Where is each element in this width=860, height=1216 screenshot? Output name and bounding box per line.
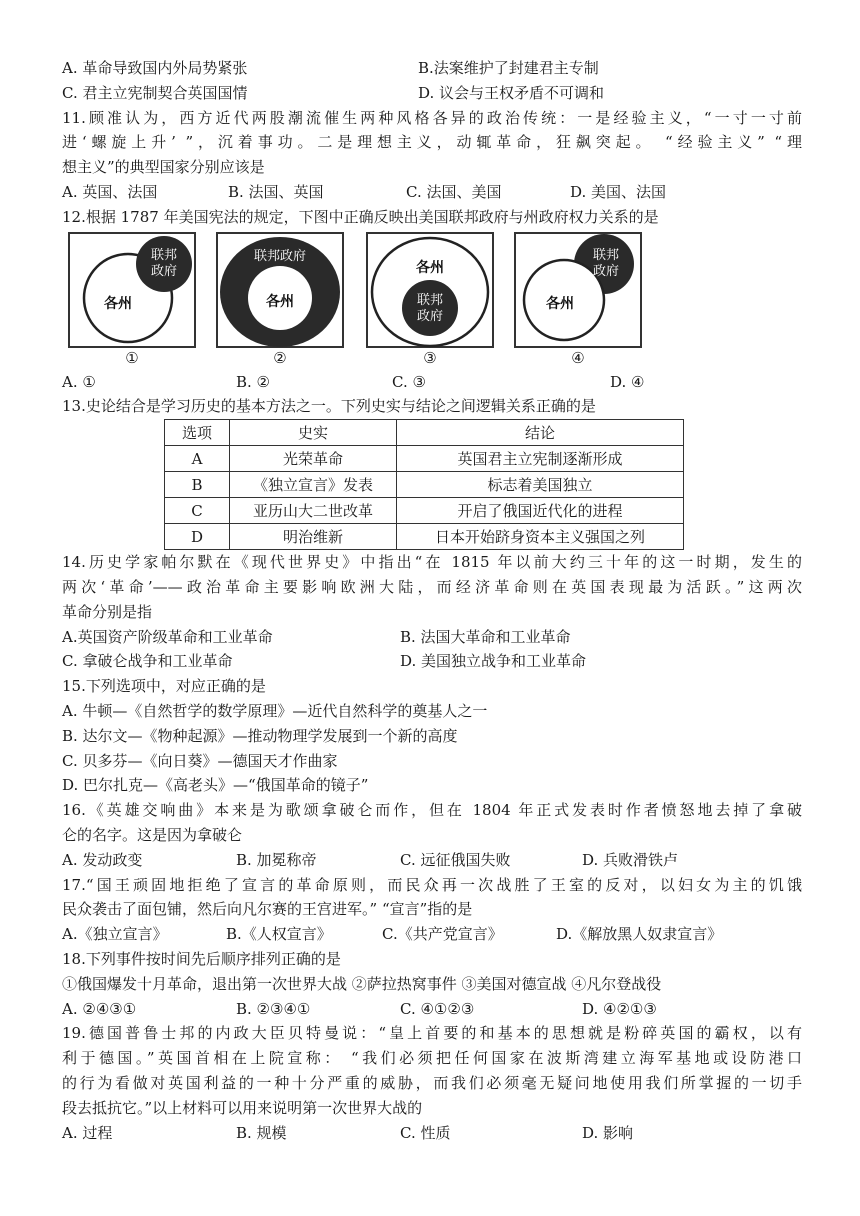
q12-diagrams	[62, 232, 802, 370]
q19-option-d[interactable]: D. 影响	[582, 1123, 634, 1142]
q15-option-b[interactable]: B. 达尔文—《物种起源》—推动物理学发展到一个新的高度	[62, 726, 458, 745]
q15-stem: 15.下列选项中，对应正确的是	[62, 677, 266, 696]
table-header-option: 选项	[165, 420, 230, 446]
q10-options-row2	[62, 81, 802, 106]
q14-options-row1	[62, 625, 802, 650]
q11-option-b[interactable]: B. 法国、英国	[228, 182, 324, 201]
q19-option-b[interactable]: B. 规模	[236, 1123, 287, 1142]
q18-option-d[interactable]: D. ④②①③	[582, 999, 657, 1018]
q14-option-a[interactable]: A.英国资产阶级革命和工业革命	[62, 627, 273, 646]
q12-d1-states: 各州	[104, 295, 132, 312]
q12-options	[62, 370, 802, 395]
q12-d3-federal-line1: 联邦	[416, 292, 444, 308]
q12-diagram-4-number: ④	[571, 348, 585, 367]
q19-stem-line4: 段去抵抗它。”以上材料可以用来说明第一次世界大战的	[62, 1098, 423, 1117]
q10-option-b[interactable]: B.法案维护了封建君主专制	[418, 59, 599, 77]
table-header-row	[165, 420, 684, 446]
q15-option-d[interactable]: D. 巴尔扎克—《高老头》—“俄国革命的镜子”	[62, 776, 369, 795]
q12-option-a[interactable]: A. ①	[62, 372, 96, 391]
q12-option-d[interactable]: D. ④	[610, 372, 645, 391]
q12-d2-states: 各州	[266, 293, 294, 310]
q19-option-c[interactable]: C. 性质	[400, 1123, 451, 1142]
table-cell-conclusion: 日本开始跻身资本主义强国之列	[397, 524, 684, 550]
q17-stem-line2: 民众袭击了面包铺，然后向凡尔赛的王宫进军。” “宣言”指的是	[62, 900, 473, 919]
q17-stem-line1: 17.“国王顽固地拒绝了宣言的革命原则，而民众再一次战胜了王室的反对，以妇女为主的饥饿	[62, 875, 802, 894]
q11-option-c[interactable]: C. 法国、美国	[406, 182, 502, 201]
q18-option-a[interactable]: A. ②④③①	[62, 999, 137, 1018]
q17-option-d[interactable]: D.《解放黑人奴隶宣言》	[556, 925, 723, 944]
table-cell-fact: 明治维新	[230, 524, 397, 550]
q12-diagram-3	[366, 232, 494, 348]
q12-d4-states: 各州	[546, 295, 574, 312]
table-row	[165, 524, 684, 550]
q12-diagram-4	[514, 232, 642, 348]
q13-table	[164, 419, 684, 550]
q15-option-a[interactable]: A. 牛顿—《自然哲学的数学原理》—近代自然科学的奠基人之一	[62, 701, 488, 720]
table-cell-conclusion: 英国君主立宪制逐渐形成	[397, 446, 684, 472]
q11-stem-line1: 11.顾准认为，西方近代两股潮流催生两种风格各异的政治传统：一是经验主义，“一寸一寸前	[62, 108, 802, 127]
q11-stem-line2: 进‘螺旋上升’ ”，沉着事功。二是理想主义，动辄革命，狂飙突起。 “经验主义” “理	[62, 133, 802, 152]
table-row	[165, 498, 684, 524]
q16-option-c[interactable]: C. 远征俄国失败	[400, 850, 511, 869]
q11-option-a[interactable]: A. 英国、法国	[62, 182, 158, 201]
q17-option-a[interactable]: A.《独立宣言》	[62, 925, 168, 944]
q10-option-d[interactable]: D. 议会与王权矛盾不可调和	[418, 83, 605, 102]
q12-d4-federal-line2: 政府	[592, 263, 620, 279]
q14-stem-line3: 革命分别是指	[62, 602, 153, 621]
q14-stem-line1: 14.历史学家帕尔默在《现代世界史》中指出“在 1815 年以前大约三十年的这一时期，发生的	[62, 553, 802, 572]
table-row	[165, 472, 684, 498]
q19-stem-line2: 利于德国。”英国首相在上院宣称： “我们必须把任何国家在波斯湾建立海军基地或设防港口	[62, 1049, 802, 1068]
q18-option-c[interactable]: C. ④①②③	[400, 999, 475, 1018]
table-row	[165, 446, 684, 472]
q12-diagram-1-number: ①	[125, 348, 139, 367]
q18-events: ①俄国爆发十月革命，退出第一次世界大战 ②萨拉热窝事件 ③美国对德宣战 ④凡尔登战役	[62, 974, 662, 993]
q12-diagram-3-number: ③	[423, 348, 437, 367]
q15-option-c[interactable]: C. 贝多芬—《向日葵》—德国天才作曲家	[62, 751, 338, 770]
q12-diagram-2-number: ②	[273, 348, 287, 367]
q14-stem-line2: 两次‘革命’——政治革命主要影响欧洲大陆，而经济革命则在英国表现最为活跃。”这两次	[62, 577, 802, 596]
q14-options-row2	[62, 649, 802, 674]
q16-stem-line1: 16.《英雄交响曲》本来是为歌颂拿破仑而作，但在 1804 年正式发表时作者愤怒地去掉了拿破	[62, 801, 802, 820]
q16-option-d[interactable]: D. 兵败滑铁卢	[582, 850, 679, 869]
q12-d3-federal-line2: 政府	[416, 308, 444, 324]
table-cell-fact: 光荣革命	[230, 446, 397, 472]
exam-page	[62, 56, 802, 1145]
q12-d4-federal-line1: 联邦	[592, 247, 620, 263]
q16-option-a[interactable]: A. 发动政变	[62, 850, 143, 869]
table-header-conclusion: 结论	[397, 420, 684, 446]
table-cell-fact: 亚历山大二世改革	[230, 498, 397, 524]
table-cell-option: A	[165, 446, 230, 472]
q12-d1-federal-line1: 联邦	[150, 247, 178, 263]
q11-options	[62, 180, 802, 205]
q18-options	[62, 997, 802, 1022]
q11-stem-line3: 想主义”的典型国家分别应该是	[62, 158, 265, 177]
q14-option-d[interactable]: D. 美国独立战争和工业革命	[400, 652, 587, 671]
q12-diagram-2	[216, 232, 344, 348]
q12-d3-states: 各州	[416, 259, 444, 276]
q12-diagram-1	[68, 232, 196, 348]
q11-option-d[interactable]: D. 美国、法国	[570, 182, 667, 201]
table-cell-option: B	[165, 472, 230, 498]
table-cell-conclusion: 标志着美国独立	[397, 472, 684, 498]
q16-option-b[interactable]: B. 加冕称帝	[236, 850, 317, 869]
q19-options	[62, 1121, 802, 1146]
q12-d2-federal: 联邦政府	[253, 248, 307, 264]
table-cell-conclusion: 开启了俄国近代化的进程	[397, 498, 684, 524]
q10-options-row1	[62, 56, 802, 81]
q16-stem-line2: 仑的名字。这是因为拿破仑	[62, 825, 243, 844]
q17-options	[62, 922, 802, 947]
q10-option-c[interactable]: C. 君主立宪制契合英国国情	[62, 83, 248, 102]
table-cell-option: C	[165, 498, 230, 524]
table-cell-fact: 《独立宣言》发表	[230, 472, 397, 498]
q19-stem-line3: 的行为看做对英国利益的一种十分严重的威胁，而我们必须毫无疑问地使用我们所掌握的一切手	[62, 1073, 802, 1092]
q12-stem: 12.根据 1787 年美国宪法的规定，下图中正确反映出美国联邦政府与州政府权力关系的是	[62, 207, 659, 226]
q19-option-a[interactable]: A. 过程	[62, 1123, 113, 1142]
q18-stem: 18.下列事件按时间先后顺序排列正确的是	[62, 949, 341, 968]
q13-stem: 13.史论结合是学习历史的基本方法之一。下列史实与结论之间逻辑关系正确的是	[62, 397, 596, 416]
q16-options	[62, 848, 802, 873]
q12-option-b[interactable]: B. ②	[236, 372, 271, 391]
q17-option-c[interactable]: C.《共产党宣言》	[382, 925, 503, 944]
table-cell-option: D	[165, 524, 230, 550]
q19-stem-line1: 19.德国普鲁士邦的内政大臣贝特曼说：“皇上首要的和基本的思想就是粉碎英国的霸权，以有	[62, 1024, 802, 1043]
q17-option-b[interactable]: B.《人权宣言》	[226, 925, 332, 944]
q18-option-b[interactable]: B. ②③④①	[236, 999, 311, 1018]
q14-option-c[interactable]: C. 拿破仑战争和工业革命	[62, 652, 233, 671]
q14-option-b[interactable]: B. 法国大革命和工业革命	[400, 627, 571, 646]
q12-option-c[interactable]: C. ③	[392, 372, 426, 391]
q12-d1-federal-line2: 政府	[150, 263, 178, 279]
table-header-fact: 史实	[230, 420, 397, 446]
q10-option-a[interactable]: A. 革命导致国内外局势紧张	[62, 59, 248, 77]
